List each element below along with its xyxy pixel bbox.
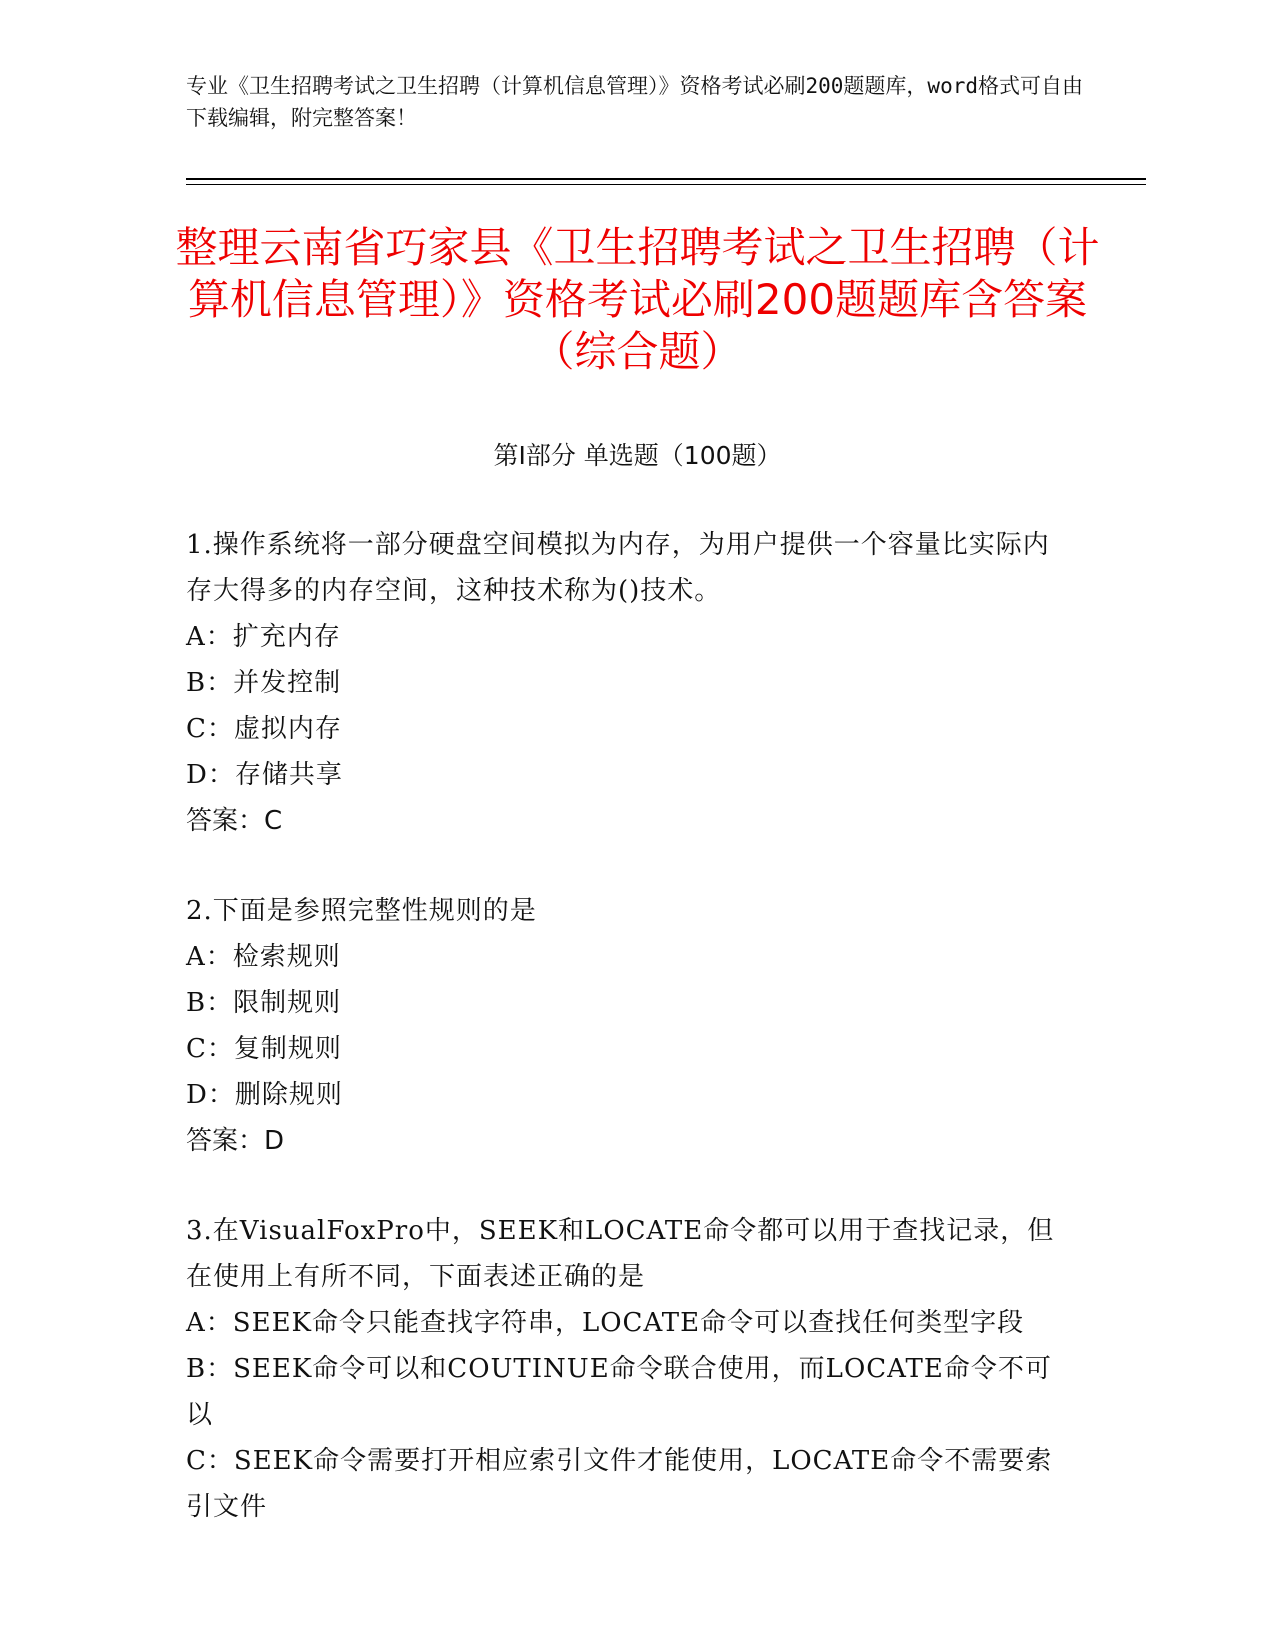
option-a: A：检索规则 [186, 942, 341, 972]
header-rule-thin [186, 184, 1146, 185]
option-c: C：复制规则 [186, 1034, 342, 1064]
header-note: 专业《卫生招聘考试之卫生招聘（计算机信息管理）》资格考试必刷200题题库，word格式可自由下载编辑，附完整答案！ [186, 74, 1083, 130]
question-item [186, 522, 1066, 844]
option-c: C：虚拟内存 [186, 714, 342, 744]
section-heading: 第I部分 单选题（100题） [493, 441, 782, 470]
option-b: B：并发控制 [186, 668, 342, 698]
header-rule-thick [186, 178, 1146, 180]
option-b: B：限制规则 [186, 988, 342, 1018]
question-list [186, 522, 1066, 1530]
question-stem: 1.操作系统将一部分硬盘空间模拟为内存，为用户提供一个容量比实际内存大得多的内存空间，这种技术称为()技术。 [186, 530, 1050, 606]
option-d: D：存储共享 [186, 760, 343, 790]
question-item [186, 1208, 1066, 1530]
answer-line: 答案：D [186, 1126, 285, 1156]
question-stem: 3.在VisualFoxPro中，SEEK和LOCATE命令都可以用于查找记录，但在使用上有所不同，下面表述正确的是 [186, 1216, 1055, 1292]
option-a: A：SEEK命令只能查找字符串，LOCATE命令可以查找任何类型字段 [186, 1308, 1025, 1338]
question-spacer [186, 844, 1066, 888]
question-item [186, 888, 1066, 1164]
option-c: C：SEEK命令需要打开相应索引文件才能使用，LOCATE命令不需要索引文件 [186, 1446, 1053, 1522]
option-d: D：删除规则 [186, 1080, 343, 1110]
question-stem: 2.下面是参照完整性规则的是 [186, 896, 537, 926]
answer-line: 答案：C [186, 806, 283, 836]
option-a: A：扩充内存 [186, 622, 341, 652]
question-spacer [186, 1164, 1066, 1208]
document-title: 整理云南省巧家县《卫生招聘考试之卫生招聘（计算机信息管理）》资格考试必刷200题题库含答案（综合题） [175, 223, 1100, 376]
option-b: B：SEEK命令可以和COUTINUE命令联合使用，而LOCATE命令不可以 [186, 1354, 1052, 1430]
